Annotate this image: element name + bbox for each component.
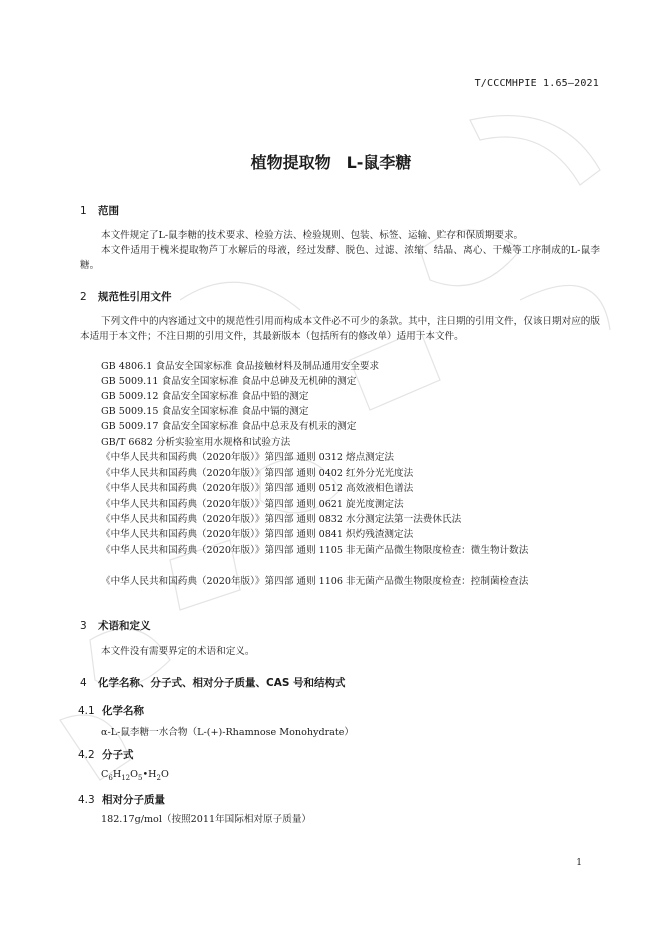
reference-item: 《中华人民共和国药典（2020年版）》第四部 通则 0841 炽灼残渣测定法 xyxy=(101,529,414,540)
subsection-number: 4.2 xyxy=(78,749,95,761)
reference-item: 《中华人民共和国药典（2020年版）》第四部 通则 1106 非无菌产品微生物限度检查：控制菌检查法 xyxy=(101,576,529,587)
reference-item: 《中华人民共和国药典（2020年版）》第四部 通则 1105 非无菌产品微生物限度检查：微生物计数法 xyxy=(101,545,529,556)
section-number: 1 xyxy=(80,205,87,217)
subsection-4-3-heading xyxy=(78,792,165,807)
paragraph: 本文件适用于槐米提取物芦丁水解后的母液，经过发酵、脱色、过滤、浓缩、结晶、离心、干燥等工序制成的L-鼠李糖。 xyxy=(80,245,600,271)
section-4-heading xyxy=(80,675,346,690)
reference-item: GB 5009.12 食品安全国家标准 食品中铅的测定 xyxy=(101,391,309,402)
reference-item: GB 5009.11 食品安全国家标准 食品中总砷及无机砷的测定 xyxy=(101,376,357,387)
reference-item: GB 4806.1 食品安全国家标准 食品接触材料及制品通用安全要求 xyxy=(101,361,380,372)
subsection-4-1-heading xyxy=(78,703,144,718)
section-2-heading xyxy=(80,289,172,304)
section-title: 规范性引用文件 xyxy=(98,291,172,303)
paragraph: 本文件没有需要界定的术语和定义。 xyxy=(101,646,255,657)
section-3-heading xyxy=(80,618,151,633)
subsection-title: 相对分子质量 xyxy=(102,794,165,806)
reference-item: 《中华人民共和国药典（2020年版）》第四部 通则 0402 红外分光光度法 xyxy=(101,468,414,479)
document-title: 植物提取物 L-鼠李糖 xyxy=(250,153,412,172)
section-title: 化学名称、分子式、相对分子质量、CAS 号和结构式 xyxy=(98,677,346,689)
reference-item: 《中华人民共和国药典（2020年版）》第四部 通则 0832 水分测定法第一法费休氏法 xyxy=(101,514,462,525)
document-code: T/CCCMHPIE 1.65—2021 xyxy=(474,78,599,89)
section-number: 4 xyxy=(80,677,87,689)
reference-item: GB/T 6682 分析实验室用水规格和试验方法 xyxy=(101,437,291,448)
section-title: 术语和定义 xyxy=(98,620,151,632)
subsection-title: 化学名称 xyxy=(102,705,144,717)
molecular-weight: 182.17g/mol（按照2011年国际相对原子质量） xyxy=(101,814,312,825)
paragraph: 本文件规定了L-鼠李糖的技术要求、检验方法、检验规则、包装、标签、运输、贮存和保质期要求。 xyxy=(101,230,524,241)
section-number: 3 xyxy=(80,620,87,632)
reference-item: 《中华人民共和国药典（2020年版）》第四部 通则 0512 高效液相色谱法 xyxy=(101,483,414,494)
molecular-formula: $C_6H_{12}O_5•H_2O$ xyxy=(101,769,169,782)
subsection-number: 4.3 xyxy=(78,794,95,806)
reference-item: 《中华人民共和国药典（2020年版）》第四部 通则 0621 旋光度测定法 xyxy=(101,499,404,510)
paragraph: 下列文件中的内容通过文中的规范性引用而构成本文件必不可少的条款。其中，注日期的引用文件，仅该日期对应的版本适用于本文件；不注日期的引用文件，其最新版本（包括所有的修改单）适用于本文件。 xyxy=(80,316,600,342)
chemical-name: α-L-鼠李糖一水合物（L-(+)-Rhamnose Monohydrate） xyxy=(101,727,355,738)
page-number: 1 xyxy=(576,858,582,868)
subsection-number: 4.1 xyxy=(78,705,95,717)
reference-item: GB 5009.17 食品安全国家标准 食品中总汞及有机汞的测定 xyxy=(101,421,357,432)
section-title: 范围 xyxy=(98,205,119,217)
subsection-title: 分子式 xyxy=(102,749,134,761)
subsection-4-2-heading xyxy=(78,747,134,762)
reference-item: GB 5009.15 食品安全国家标准 食品中镉的测定 xyxy=(101,406,309,417)
section-1-heading xyxy=(80,203,119,218)
section-number: 2 xyxy=(80,291,87,303)
reference-item: 《中华人民共和国药典（2020年版）》第四部 通则 0312 熔点测定法 xyxy=(101,452,395,463)
